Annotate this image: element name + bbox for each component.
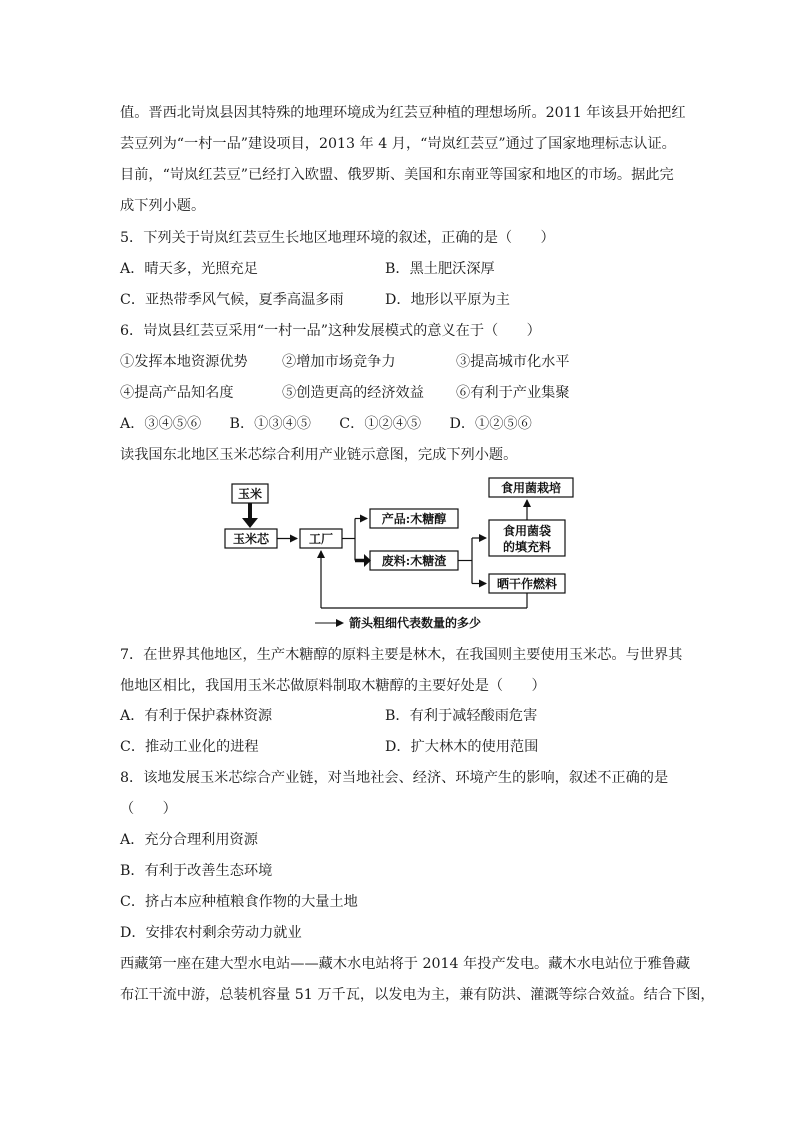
question-5-option-d: D．地形以平原为主: [385, 292, 510, 308]
question-6-item-2: ②增加市场竞争力: [282, 354, 396, 370]
diagram-factory-label: 工厂: [308, 532, 334, 546]
question-6-item-1: ①发挥本地资源优势: [120, 354, 248, 370]
diagram-bag-label-1: 食用菌袋: [502, 524, 552, 538]
question-7-stem-1: 7．在世界其他地区，生产木糖醇的原料主要是林木，在我国则主要使用玉米芯。与世界其: [120, 647, 683, 663]
intro-line-2: 芸豆列为“一村一品”建设项目，2013 年 4 月，“岢岚红芸豆”通过了国家地理标志认证。: [120, 136, 676, 152]
intro-line-1: 值。晋西北岢岚县因其特殊的地理环境成为红芸豆种植的理想场所。2011 年该县开始把红: [120, 105, 686, 121]
question-5-stem: 5．下列关于岢岚红芸豆生长地区地理环境的叙述，正确的是（ ）: [120, 230, 555, 246]
question-7-option-b: B．有利于减轻酸雨危害: [385, 708, 538, 724]
diagram-legend-label: 箭头粗细代表数量的多少: [349, 616, 482, 630]
diagram-intro: 读我国东北地区玉米芯综合利用产业链示意图，完成下列小题。: [120, 447, 518, 463]
question-6-stem: 6．岢岚县红芸豆采用“一村一品”这种发展模式的意义在于（ ）: [120, 323, 541, 339]
closing-line-1: 西藏第一座在建大型水电站——藏木水电站将于 2014 年投产发电。藏木水电站位于雅鲁藏: [120, 956, 691, 972]
intro-line-3: 目前，“岢岚红芸豆”已经打入欧盟、俄罗斯、美国和东南亚等国家和地区的市场。据此完: [120, 167, 674, 183]
question-8-option-c: C．挤占本应种植粮食作物的大量土地: [120, 894, 358, 910]
question-7-stem-2: 他地区相比，我国用玉米芯做原料制取木糖醇的主要好处是（ ）: [120, 678, 546, 694]
question-5-option-c: C．亚热带季风气候，夏季高温多雨: [120, 292, 344, 308]
diagram-product-label: 产品:木糖醇: [381, 512, 447, 526]
question-6-item-5: ⑤创造更高的经济效益: [282, 385, 424, 401]
question-8-option-d: D．安排农村剩余劳动力就业: [120, 925, 302, 941]
question-5-option-a: A．晴天多，光照充足: [120, 261, 258, 277]
question-7-option-c: C．推动工业化的进程: [120, 739, 259, 755]
diagram-mushroom-label: 食用菌栽培: [500, 481, 562, 495]
question-6-options: A．③④⑤⑥ B．①③④⑤ C．①②④⑤ D．①②⑤⑥: [120, 416, 532, 432]
question-8-option-b: B．有利于改善生态环境: [120, 863, 273, 879]
question-8-option-a: A．充分合理利用资源: [120, 832, 258, 848]
question-6-item-3: ③提高城市化水平: [456, 354, 570, 370]
question-5-option-b: B．黑土肥沃深厚: [385, 261, 495, 277]
question-8-stem-2: （ ）: [120, 801, 177, 817]
question-6-item-4: ④提高产品知名度: [120, 385, 234, 401]
diagram-corn-label: 玉米: [237, 487, 263, 501]
diagram-fuel-label: 晒干作燃料: [496, 577, 558, 591]
question-7-option-d: D．扩大林木的使用范围: [385, 739, 539, 755]
question-6-item-6: ⑥有利于产业集聚: [456, 385, 570, 401]
question-8-stem-1: 8．该地发展玉米芯综合产业链，对当地社会、经济、环境产生的影响，叙述不正确的是: [120, 770, 669, 786]
intro-line-4: 成下列小题。: [120, 198, 206, 214]
question-7-option-a: A．有利于保护森林资源: [120, 708, 273, 724]
diagram-bag-label-2: 的填充料: [502, 540, 552, 554]
diagram-cob-label: 玉米芯: [232, 532, 270, 546]
industry-chain-diagram: [215, 474, 615, 634]
diagram-waste-label: 废料:木糖渣: [381, 554, 447, 568]
closing-line-2: 布江干流中游，总装机容量 51 万千瓦，以发电为主，兼有防洪、灌溉等综合效益。结合下图，: [120, 987, 715, 1003]
